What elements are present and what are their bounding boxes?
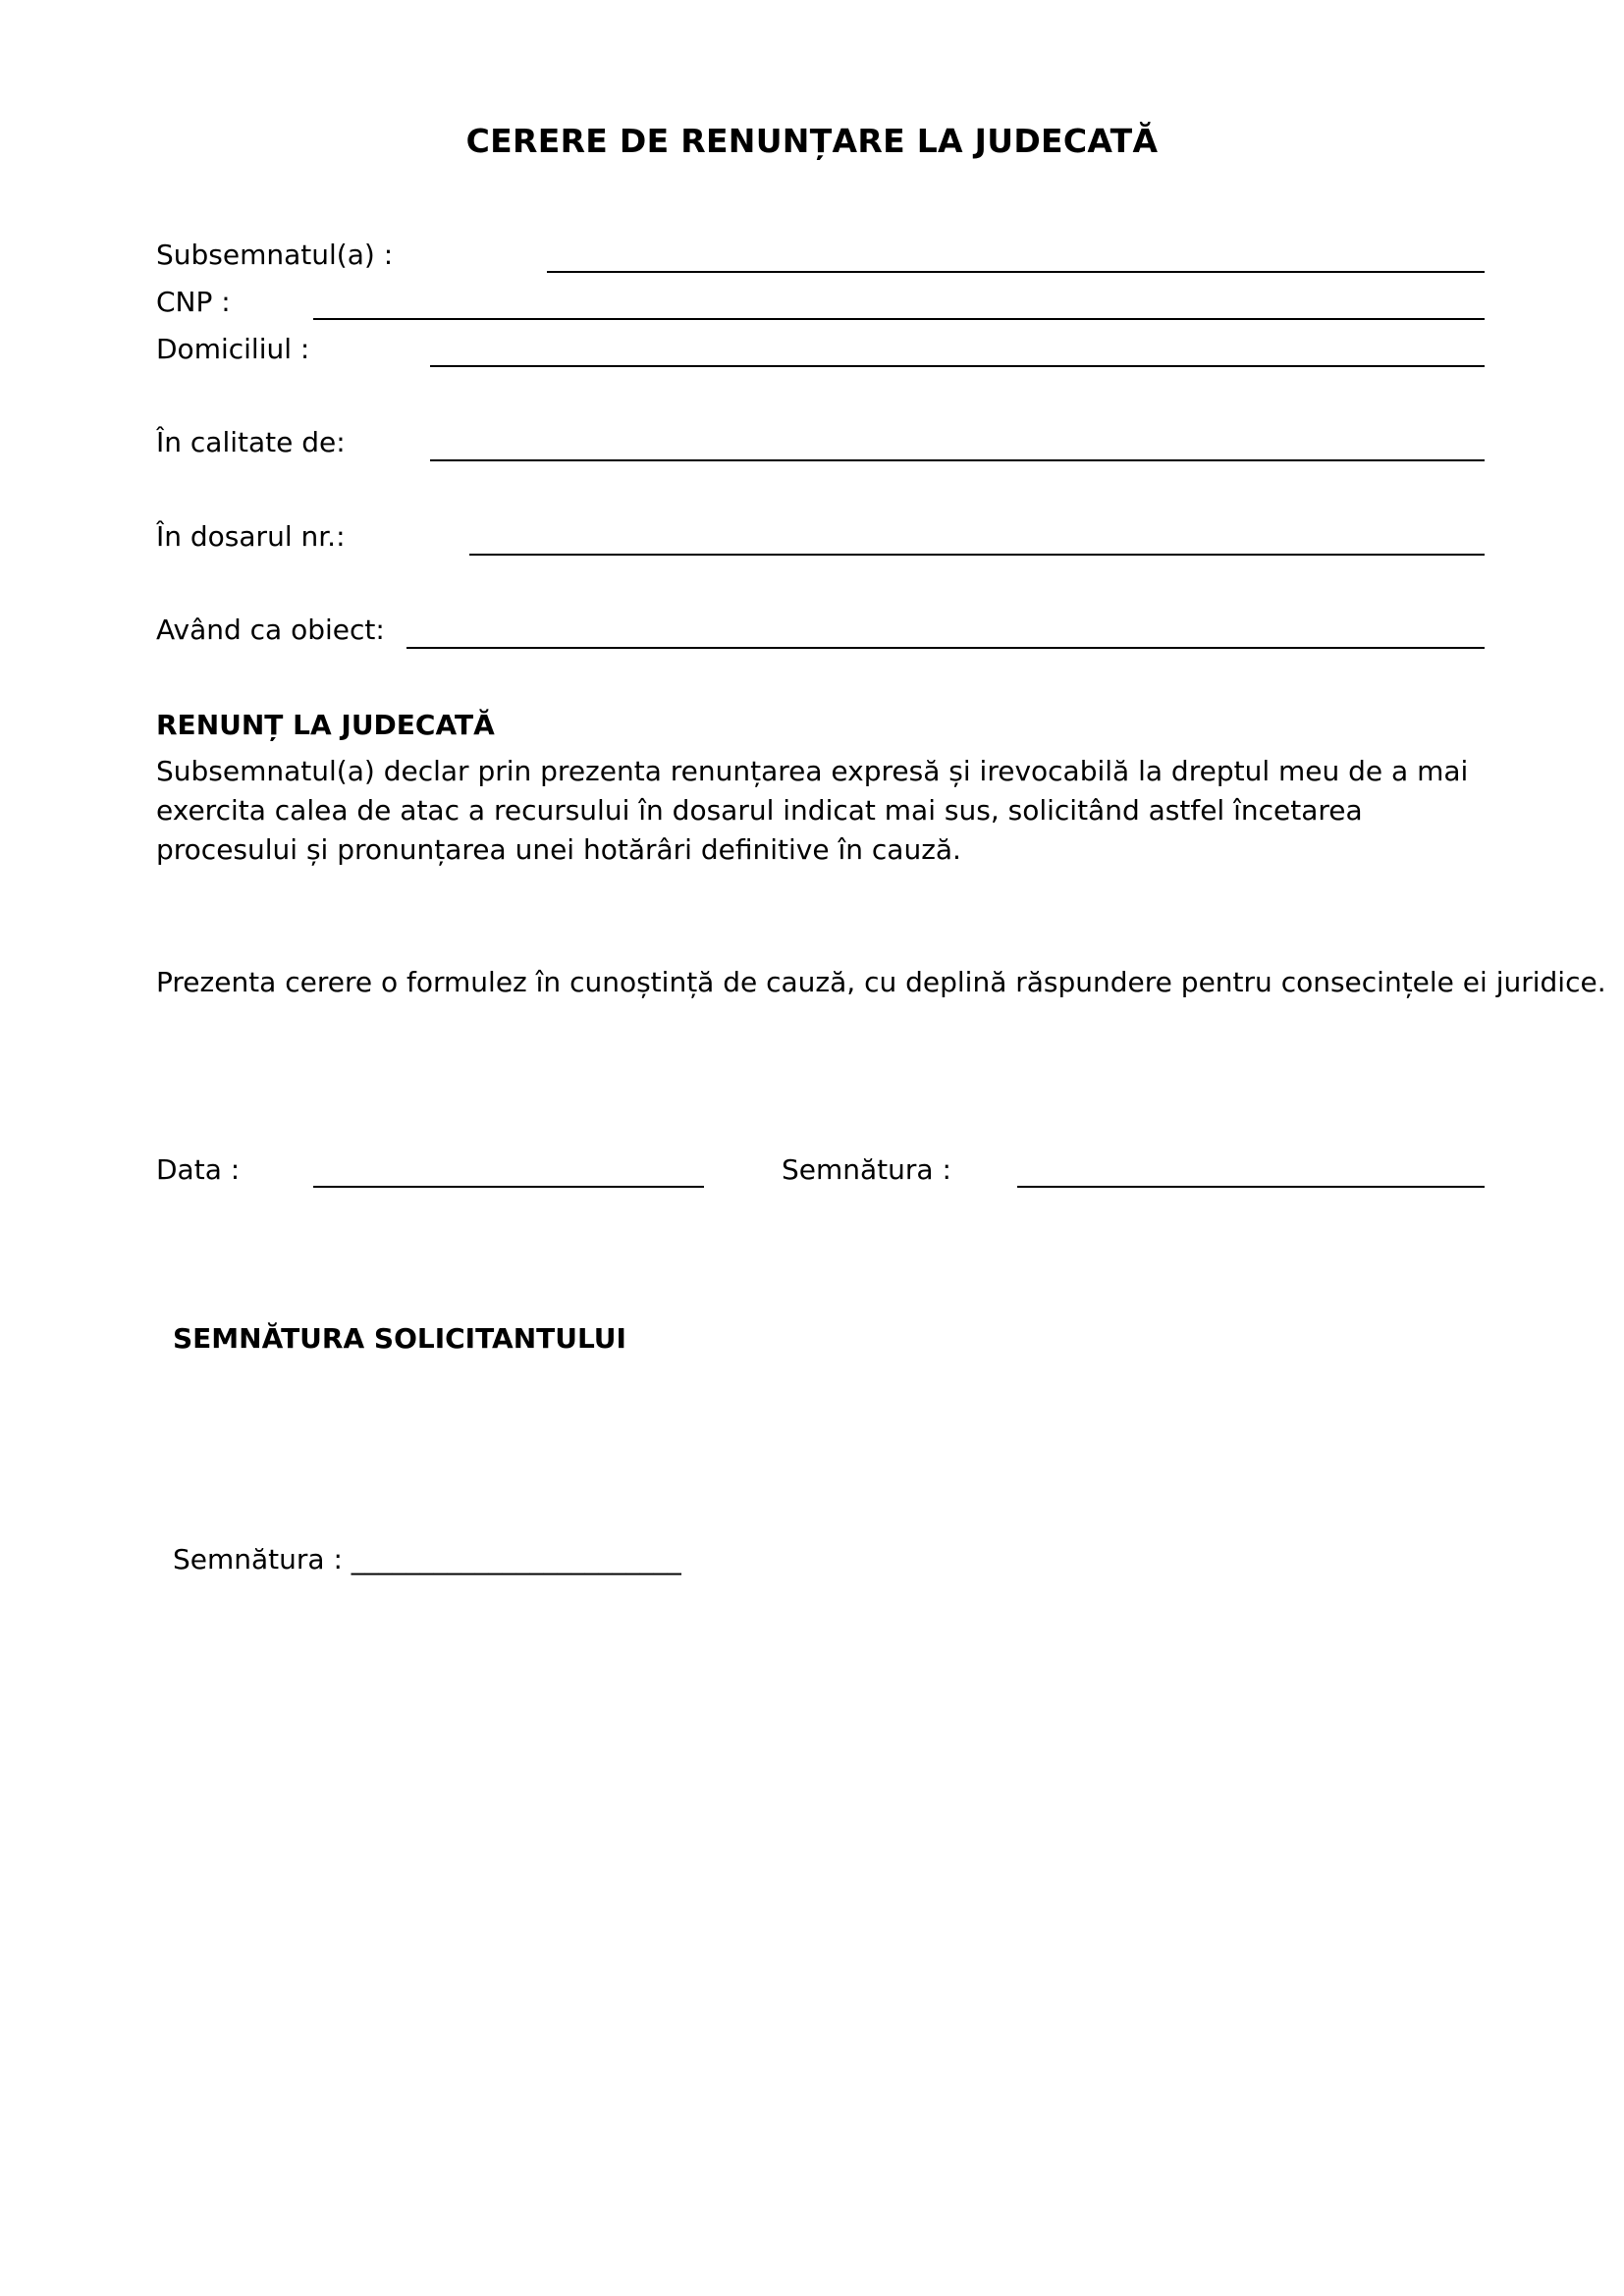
date-field-line[interactable] xyxy=(313,1186,704,1188)
domiciliul-label: Domiciliul : xyxy=(156,333,310,365)
dosar-field-line[interactable] xyxy=(469,554,1485,556)
obiect-label: Având ca obiect: xyxy=(156,614,385,646)
subsemnatul-field-line[interactable] xyxy=(547,271,1485,273)
cnp-field-line[interactable] xyxy=(313,318,1485,320)
statement-text: Prezenta cerere o formulez în cunoștință de cauză, cu deplină răspundere pentru consecințele ei juridice. xyxy=(156,966,1606,998)
calitate-field-line[interactable] xyxy=(430,459,1485,461)
calitate-label: În calitate de: xyxy=(156,426,346,458)
domiciliul-field-line[interactable] xyxy=(430,365,1485,367)
subsemnatul-label: Subsemnatul(a) : xyxy=(156,239,394,271)
section-heading: RENUNȚ LA JUDECATĂ xyxy=(156,709,495,741)
applicant-signature-heading: SEMNĂTURA SOLICITANTULUI xyxy=(173,1322,626,1355)
cnp-label: CNP : xyxy=(156,286,231,318)
declaration-line: Subsemnatul(a) declar prin prezenta renunțarea expresă și irevocabilă la dreptul meu de a mai xyxy=(156,755,1469,787)
dosar-label: În dosarul nr.: xyxy=(156,520,346,553)
signature-label: Semnătura : xyxy=(782,1153,951,1186)
date-label: Data : xyxy=(156,1153,241,1186)
applicant-signature-line[interactable]: Semnătura : ________________________ xyxy=(173,1543,681,1575)
document-title: CERERE DE RENUNȚARE LA JUDECATĂ xyxy=(465,122,1159,160)
declaration-paragraph xyxy=(156,752,1550,870)
declaration-line: procesului și pronunțarea unei hotărâri definitive în cauză. xyxy=(156,833,961,866)
signature-field-line[interactable] xyxy=(1017,1186,1485,1188)
declaration-line: exercita calea de atac a recursului în dosarul indicat mai sus, solicitând astfel încetarea xyxy=(156,794,1363,827)
obiect-field-line[interactable] xyxy=(406,647,1485,649)
